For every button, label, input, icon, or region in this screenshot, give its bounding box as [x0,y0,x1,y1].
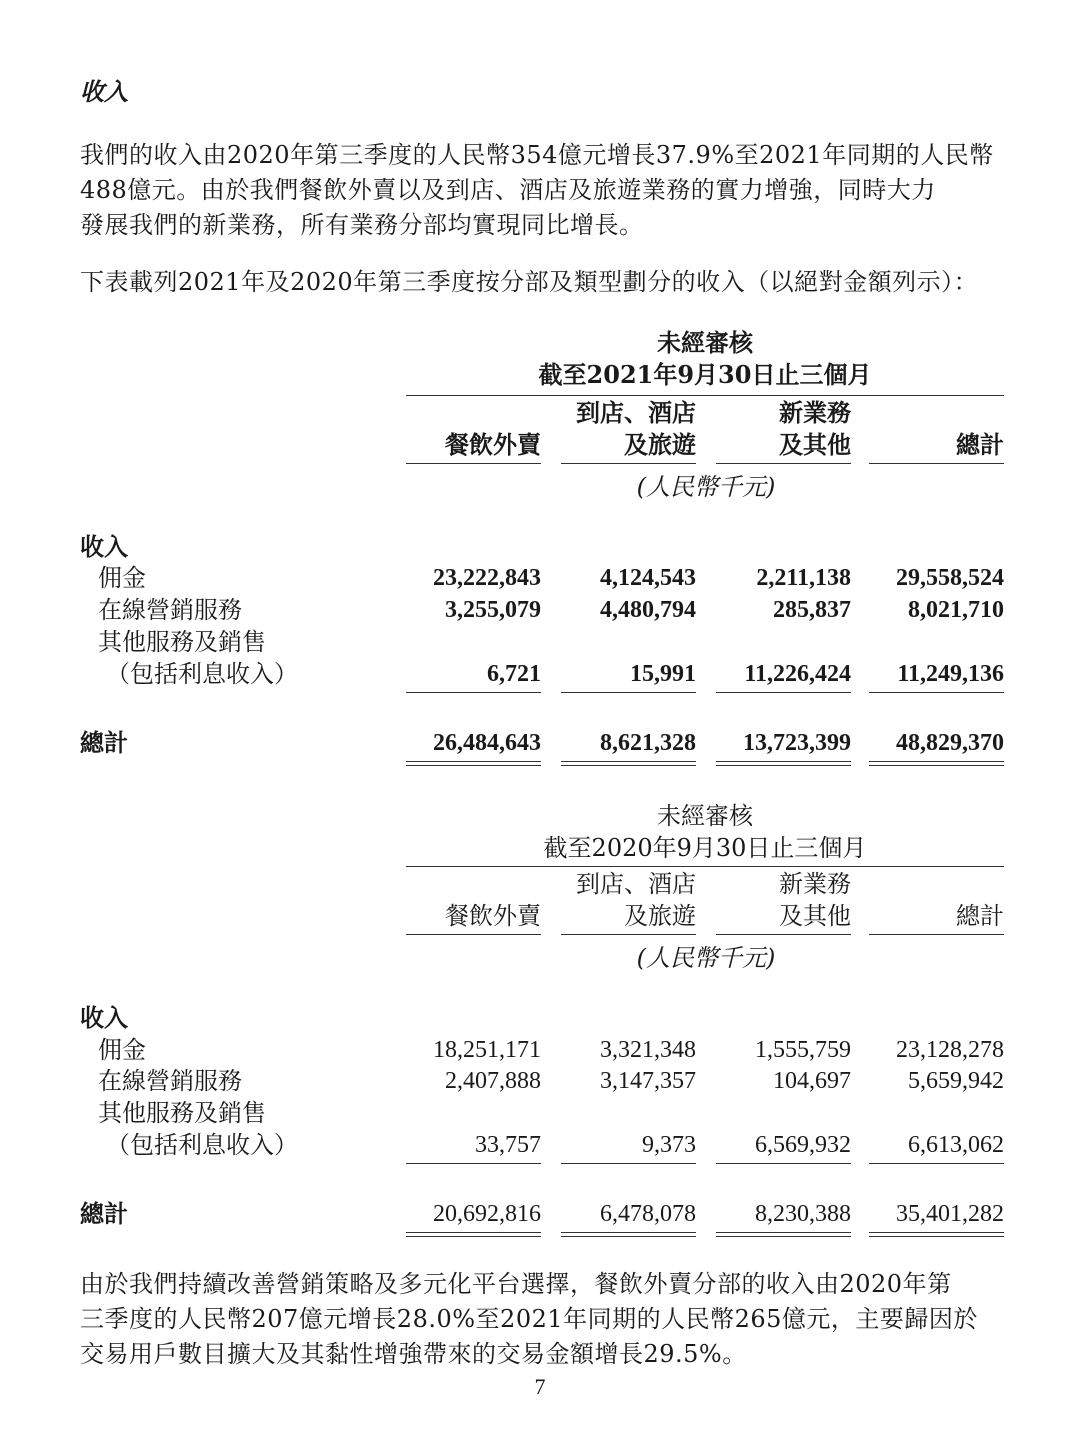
table-cell: 285,837 [773,597,851,623]
table-total-cell: 20,692,816 [433,1201,541,1227]
table-cell: 2,407,888 [445,1068,541,1094]
col-rule [561,934,696,935]
subtotal-rule [406,692,541,693]
table-audit-label: 未經審核 [657,802,753,830]
table-cell: 6,613,062 [908,1132,1004,1158]
table-total-cell: 8,621,328 [600,730,696,756]
total-double-rule [406,761,541,766]
table-cell: 18,251,171 [433,1037,541,1063]
col-rule [406,463,541,464]
table-cell: 29,558,524 [896,565,1004,591]
table-cell: 4,480,794 [600,597,696,623]
col-header-new-initiatives-line1: 新業務 [779,870,851,898]
subtotal-rule [561,692,696,693]
total-row-label: 總計 [80,728,128,757]
header-rule [406,866,1004,867]
table-period-label: 截至2020年9月30日止三個月 [543,834,867,862]
table-cell: 3,147,357 [600,1068,696,1094]
col-header-total: 總計 [956,902,1004,930]
total-double-rule [561,1232,696,1237]
table-cell: 6,569,932 [755,1132,851,1158]
total-double-rule [406,1232,541,1237]
table-cell: 9,373 [642,1132,696,1158]
table-cell: 11,249,136 [897,661,1004,687]
col-header-instore-line1: 到店、酒店 [576,870,696,898]
closing-paragraph [80,1267,978,1372]
table-total-cell: 35,401,282 [896,1201,1004,1227]
col-header-new-initiatives-line2: 及其他 [779,430,851,459]
table-cell: 1,555,759 [755,1037,851,1063]
intro-line: 我們的收入由2020年第三季度的人民幣354億元增長37.9%至2021年同期的人民幣 [80,141,994,169]
row-label-commission: 佣金 [98,1036,146,1064]
subtotal-rule [716,1163,851,1164]
closing-line: 由於我們持續改善營銷策略及多元化平台選擇，餐飲外賣分部的收入由2020年第 [80,1270,952,1298]
col-rule [869,463,1004,464]
total-double-rule [561,761,696,766]
table-cell: 3,255,079 [445,597,541,623]
col-rule [716,934,851,935]
row-label-online-marketing: 在線營銷服務 [98,1067,242,1095]
row-label-other-services: 其他服務及銷售 [98,628,266,656]
section-heading: 收入 [80,77,128,106]
intro-paragraph [80,138,994,243]
col-rule [716,463,851,464]
table-cell: 15,991 [630,661,696,687]
table-cell: 23,128,278 [896,1037,1004,1063]
row-label-other-services-note: （包括利息收入） [106,1131,298,1159]
table-total-cell: 13,723,399 [743,730,851,756]
subtotal-rule [716,692,851,693]
unit-label: (人民幣千元) [636,473,776,501]
table-audit-label: 未經審核 [657,328,753,357]
table-cell: 23,222,843 [433,565,541,591]
revenue-section-label: 收入 [80,532,128,561]
table-total-cell: 8,230,388 [755,1201,851,1227]
table-cell: 104,697 [773,1068,851,1094]
total-double-rule [869,761,1004,766]
table-cell: 2,211,138 [756,565,851,591]
row-label-other-services-note: （包括利息收入） [106,660,298,688]
table-cell: 8,021,710 [908,597,1004,623]
table-cell: 11,226,424 [744,661,851,687]
col-header-food-delivery: 餐飲外賣 [445,430,541,459]
col-header-instore-line2: 及旅遊 [624,902,696,930]
header-rule [406,395,1004,396]
col-header-new-initiatives-line1: 新業務 [779,398,851,427]
col-header-food-delivery: 餐飲外賣 [445,902,541,930]
subtotal-rule [406,1163,541,1164]
total-row-label: 總計 [80,1199,128,1228]
table-cell: 5,659,942 [908,1068,1004,1094]
intro-line: 發展我們的新業務，所有業務分部均實現同比增長。 [80,211,644,239]
total-double-rule [869,1232,1004,1237]
row-label-commission: 佣金 [98,564,146,592]
col-rule [406,934,541,935]
col-header-instore-line2: 及旅遊 [624,430,696,459]
table-total-cell: 6,478,078 [600,1201,696,1227]
total-double-rule [716,1232,851,1237]
col-header-instore-line1: 到店、酒店 [576,398,696,427]
table-cell: 4,124,543 [600,565,696,591]
total-double-rule [716,761,851,766]
col-header-new-initiatives-line2: 及其他 [779,902,851,930]
table-cell: 3,321,348 [600,1037,696,1063]
table-intro: 下表載列2021年及2020年第三季度按分部及類型劃分的收入（以絕對金額列示）： [80,268,979,296]
table-total-cell: 26,484,643 [433,730,541,756]
table-cell: 33,757 [475,1132,541,1158]
revenue-section-label: 收入 [80,1003,128,1032]
subtotal-rule [869,1163,1004,1164]
row-label-other-services: 其他服務及銷售 [98,1099,266,1127]
table-total-cell: 48,829,370 [896,730,1004,756]
col-rule [561,463,696,464]
row-label-online-marketing: 在線營銷服務 [98,596,242,624]
col-header-total: 總計 [956,430,1004,459]
unit-label: (人民幣千元) [636,944,776,972]
subtotal-rule [869,692,1004,693]
closing-line: 交易用戶數目擴大及其黏性增強帶來的交易金額增長29.5%。 [80,1340,747,1368]
subtotal-rule [561,1163,696,1164]
page-number: 7 [534,1374,546,1399]
closing-line: 三季度的人民幣207億元增長28.0%至2021年同期的人民幣265億元，主要歸因於 [80,1305,978,1333]
table-period-label: 截至2021年9月30日止三個月 [538,360,872,389]
col-rule [869,934,1004,935]
table-cell: 6,721 [487,661,541,687]
intro-line: 488億元。由於我們餐飲外賣以及到店、酒店及旅遊業務的實力增強，同時大力 [80,176,936,204]
